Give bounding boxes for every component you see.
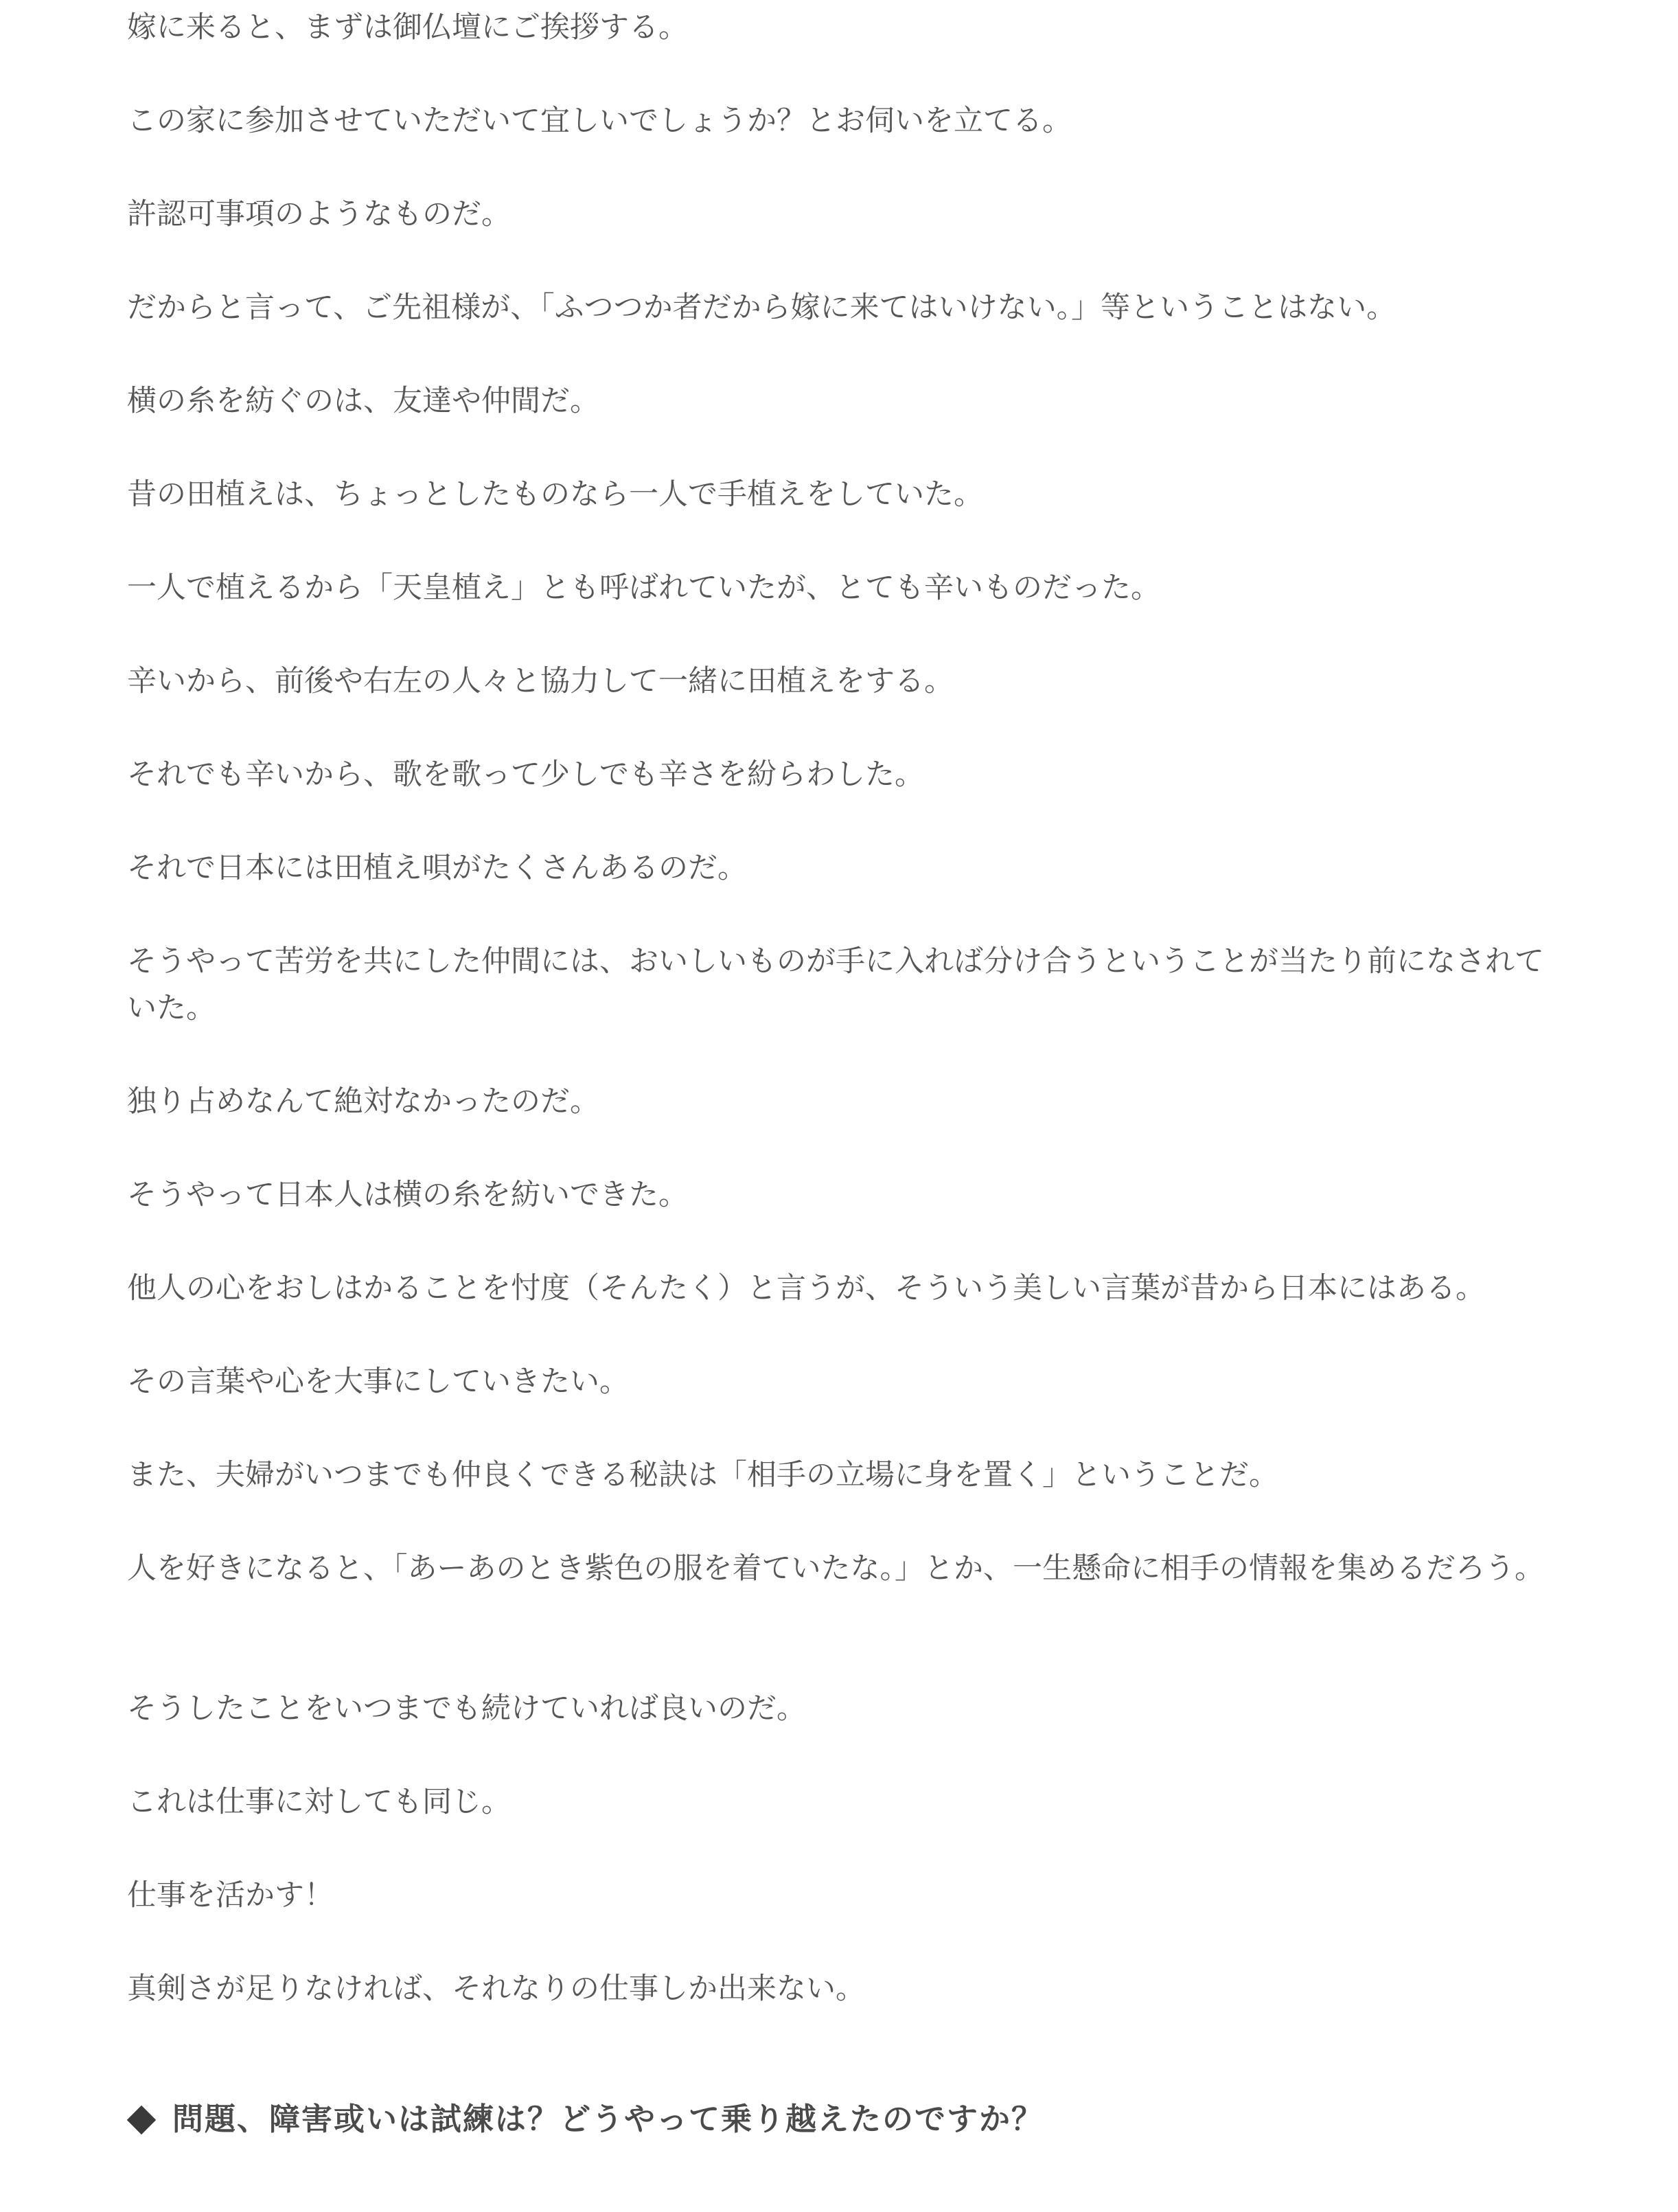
- paragraph-17: 人を好きになると、「あーあのとき紫色の服を着ていたな。」とか、一生懸命に相手の情報を集めるだろう。: [127, 1551, 1544, 1586]
- paragraph-18: そうしたことをいつまでも続けていれば良いのだ。: [127, 1691, 806, 1726]
- paragraph-19: これは仕事に対しても同じ。: [127, 1785, 511, 1819]
- diamond-bullet-icon: [127, 2106, 156, 2134]
- paragraph-20: 仕事を活かす！: [127, 1878, 334, 1913]
- paragraph-15: その言葉や心を大事にしていきたい。: [127, 1365, 629, 1399]
- paragraph-8: 辛いから、前後や右左の人々と協力して一緒に田植えをする。: [127, 664, 954, 698]
- paragraph-1: 嫁に来ると、まずは御仏壇にご挨拶する。: [127, 10, 688, 45]
- paragraph-5: 横の糸を紡ぐのは、友達や仲間だ。: [127, 384, 599, 418]
- paragraph-7: 一人で植えるから「天皇植え」とも呼ばれていたが、とても辛いものだった。: [127, 571, 1160, 605]
- section-heading-text: 問題、障害或いは試練は？どうやって乗り越えたのですか？: [172, 2101, 1044, 2137]
- paragraph-11: そうやって苦労を共にした仲間には、おいしいものが手に入れば分け合うということが当たり前になされていた。: [127, 944, 1544, 1025]
- section-heading: [127, 2096, 1044, 2143]
- paragraph-21: 真剣さが足りなければ、それなりの仕事しか出来ない。: [127, 1972, 865, 2006]
- paragraph-10: それで日本には田植え唄がたくさんあるのだ。: [127, 851, 747, 885]
- paragraph-2: この家に参加させていただいて宜しいでしょうか？とお伺いを立てる。: [127, 104, 1072, 138]
- paragraph-3: 許認可事項のようなものだ。: [127, 197, 511, 231]
- paragraph-13: そうやって日本人は横の糸を紡いできた。: [127, 1178, 688, 1212]
- paragraph-6: 昔の田植えは、ちょっとしたものなら一人で手植えをしていた。: [127, 477, 983, 512]
- paragraph-9: それでも辛いから、歌を歌って少しでも辛さを紛らわした。: [127, 757, 924, 792]
- paragraph-16: また、夫婦がいつまでも仲良くできる秘訣は「相手の立場に身を置く」ということだ。: [127, 1458, 1278, 1492]
- paragraph-12: 独り占めなんて絶対なかったのだ。: [127, 1084, 599, 1119]
- paragraph-4: だからと言って、ご先祖様が、「ふつつか者だから嫁に来てはいけない。」等ということはない。: [127, 290, 1397, 325]
- paragraph-14: 他人の心をおしはかることを忖度（そんたく）と言うが、そういう美しい言葉が昔から日本にはある。: [127, 1271, 1485, 1305]
